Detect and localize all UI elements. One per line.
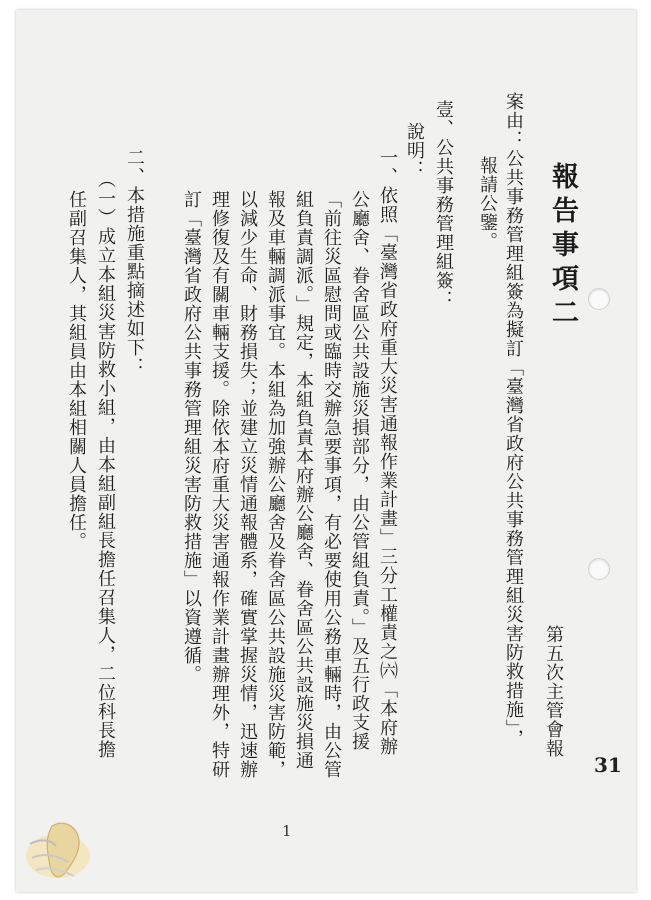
- taiwan-map-logo-icon: [22, 816, 100, 886]
- footer-page-number: 1: [282, 822, 292, 840]
- item1-line: 「前往災區慰問或臨時交辦急要事項，有必要使用公務車輛時，由公管: [321, 190, 342, 779]
- item1-line: 一、依照「臺灣省政府重大災害通報作業計畫」三分工權責之㈥「本府辦: [377, 148, 398, 756]
- page-number: 31: [594, 753, 622, 777]
- meeting-label: 第五次主管會報: [543, 625, 564, 758]
- explanation-label: 說明：: [404, 122, 425, 179]
- item1-line: 公廳舍、眷舍區公共設施災損部分，由公管組負責。」及五行政支援: [349, 190, 370, 751]
- item1-line: 以減少生命、財務損失；並建立災情通報體系，確實掌握災情，迅速辦: [237, 190, 258, 779]
- item1-line: 訂「臺灣省政府公共事務管理組災害防救措施」以資遵循。: [181, 190, 202, 684]
- case-line: 案由：公共事務管理組簽為擬訂「臺灣省政府公共事務管理組災害防救措施」，: [503, 92, 524, 748]
- item1-line: 組負責調派。」規定，本組負責本府辦公廳舍、眷舍區公共設施災損通: [293, 190, 314, 770]
- item2-sub-line: （一）成立本組災害防救小組，由本組副組長擔任召集人，二位科長擔: [95, 170, 116, 759]
- binder-hole: [588, 558, 610, 580]
- item2-sub-line: 任副召集人，其組員由本組相關人員擔任。: [66, 190, 87, 551]
- item1-line: 理修復及有關車輛支援。除依本府重大災害通報作業計畫辦理外，特研: [209, 190, 230, 779]
- item1-line: 報及車輛調派事宜。本組為加強辦公廳舍及眷舍區公共設施災害防範，: [265, 190, 286, 779]
- item2-heading: 二、本措施重點摘述如下：: [124, 148, 145, 376]
- binder-hole: [588, 288, 610, 310]
- case-line-continued: 報請公鑒。: [477, 156, 498, 251]
- document-title: 報告事項二: [547, 162, 578, 332]
- document-page: [16, 10, 636, 892]
- section-heading: 壹、公共事務管理組簽：: [433, 100, 454, 309]
